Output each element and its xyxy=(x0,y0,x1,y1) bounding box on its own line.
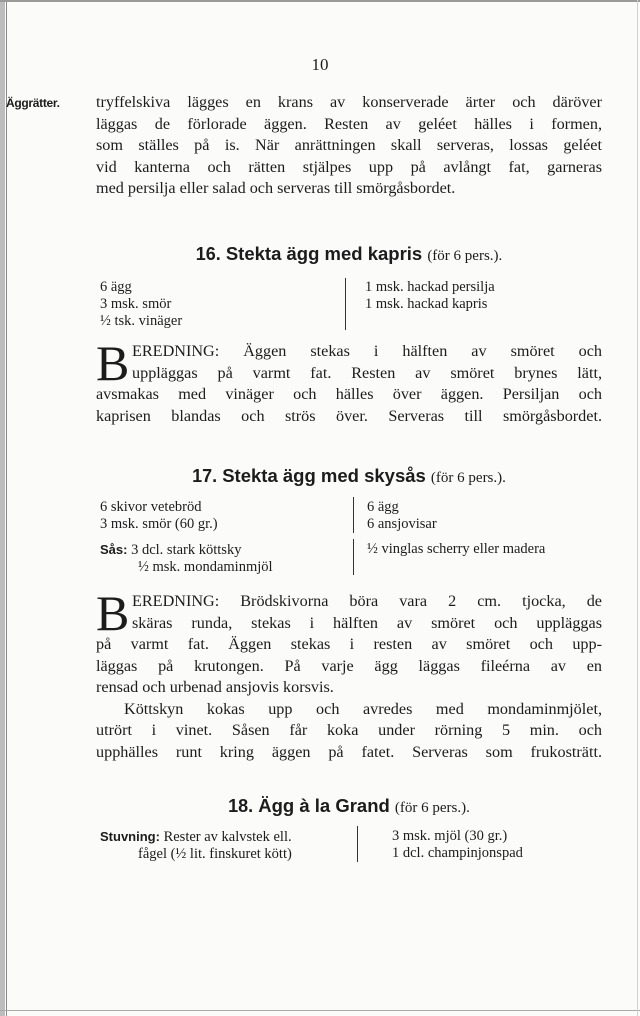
method-line: skäras runda, stekas i hälften av smöret och uppläggas xyxy=(132,613,602,632)
recipe-18-ingredients-left xyxy=(100,828,292,863)
ingredient: 3 msk. smör xyxy=(100,296,172,312)
method-line: uppläggas på varmt fat. Resten av smöret brynes lätt, xyxy=(132,363,602,382)
page-number: 10 xyxy=(311,55,329,74)
intro-line: som ställes på is. När anrättningen skall serveras, lossas geléet xyxy=(96,136,602,154)
stuvning-label: Stuvning: xyxy=(100,829,160,844)
ingredient-divider xyxy=(353,539,354,575)
side-label xyxy=(6,96,60,110)
intro-paragraph xyxy=(96,92,602,200)
method-line: på varmt fat. Äggen stekas i resten av smöret och upp- xyxy=(96,635,602,653)
ingredient: 1 msk. hackad kapris xyxy=(365,296,488,312)
page-edge-bottom xyxy=(0,1010,640,1011)
page-edge-right xyxy=(637,0,638,1016)
ingredient: ½ msk. mondaminmjöl xyxy=(138,559,273,575)
ingredient: ½ vinglas scherry eller madera xyxy=(367,541,546,557)
method-line: EREDNING: Äggen stekas i hälften av smöret och xyxy=(132,342,602,360)
drop-cap: B xyxy=(96,585,130,641)
recipe-18-heading xyxy=(96,795,602,817)
intro-line: med persilja eller salad och serveras till smörgåsbordet. xyxy=(96,179,456,197)
intro-line: vid kanterna och rätten stjälpes upp på avlångt fat, garneras xyxy=(96,157,602,176)
recipe-number: 18. xyxy=(228,796,254,816)
ingredient: Rester av kalvstek ell. xyxy=(163,829,292,845)
ingredient: 6 ägg xyxy=(367,499,399,515)
recipe-portion: (för 6 pers.). xyxy=(394,800,470,816)
ingredient-divider xyxy=(345,278,346,330)
method-line: utrört i vinet. Såsen får koka under rörning 5 min. och xyxy=(96,721,602,739)
side-label-text: Äggrätter. xyxy=(6,96,60,110)
recipe-16-ingredients-right xyxy=(365,279,495,313)
recipe-17-ingredients-right xyxy=(367,499,437,533)
intro-line: tryffelskiva lägges en krans av konserverade ärter och däröver xyxy=(96,93,602,111)
page-edge-left xyxy=(0,0,5,1016)
method-line: kaprisen blandas och strös över. Serveras till smörgåsbordet. xyxy=(96,406,602,425)
recipe-title: Stekta ägg med kapris xyxy=(225,243,423,264)
method-line: EREDNING: Brödskivorna böra vara 2 cm. tjocka, de xyxy=(132,592,602,610)
recipe-17-ingredients-left xyxy=(100,499,218,533)
recipe-title: Stekta ägg med skysås xyxy=(222,465,426,486)
drop-cap: B xyxy=(96,335,130,391)
recipe-17-sauce xyxy=(100,541,273,576)
recipe-portion: (för 6 pers.). xyxy=(430,470,506,486)
ingredient: 1 dcl. champinjonspad xyxy=(392,845,523,861)
recipe-16-heading xyxy=(96,243,602,265)
recipe-16-method xyxy=(96,335,602,427)
method-line: läggas på krutongen. På varje ägg läggas fileérna av en xyxy=(96,656,602,675)
ingredient: 6 skivor vetebröd xyxy=(100,499,202,515)
intro-line: läggas de förlorade äggen. Resten av geléet hälles i formen, xyxy=(96,114,602,133)
method-line: upphälles runt kring äggen på fatet. Serveras som frukosträtt. xyxy=(96,742,602,761)
recipe-number: 16. xyxy=(195,244,221,264)
page-edge-top xyxy=(0,0,640,2)
method-line: Köttskyn kokas upp och avredes med mondaminmjölet, xyxy=(124,699,602,718)
recipe-number: 17. xyxy=(192,466,218,486)
ingredient: 3 dcl. stark köttsky xyxy=(131,542,242,558)
recipe-18-ingredients-right xyxy=(392,828,523,862)
recipe-17-method xyxy=(96,585,602,763)
ingredient: 6 ägg xyxy=(100,279,132,295)
method-line: rensad och urbenad ansjovis korsvis. xyxy=(96,678,334,696)
recipe-17-sauce-right xyxy=(367,541,545,558)
recipe-16-ingredients-left xyxy=(100,279,182,330)
recipe-portion: (för 6 pers.). xyxy=(427,248,503,264)
ingredient: ½ tsk. vinäger xyxy=(100,313,183,329)
ingredient-divider xyxy=(353,497,354,533)
page-edge-line xyxy=(6,0,7,1016)
ingredient: 3 msk. mjöl (30 gr.) xyxy=(392,828,508,844)
recipe-title: Ägg à la Grand xyxy=(258,795,390,816)
ingredient: 1 msk. hackad persilja xyxy=(365,279,495,295)
ingredient: fågel (½ lit. finskuret kött) xyxy=(138,846,292,862)
sauce-label: Sås: xyxy=(100,542,128,557)
method-line: avsmakas med vinäger och hälles över äggen. Persiljan och xyxy=(96,385,602,403)
ingredient: 6 ansjovisar xyxy=(367,516,437,532)
ingredient: 3 msk. smör (60 gr.) xyxy=(100,516,218,532)
ingredient-divider xyxy=(357,826,358,862)
recipe-17-heading xyxy=(96,465,602,487)
